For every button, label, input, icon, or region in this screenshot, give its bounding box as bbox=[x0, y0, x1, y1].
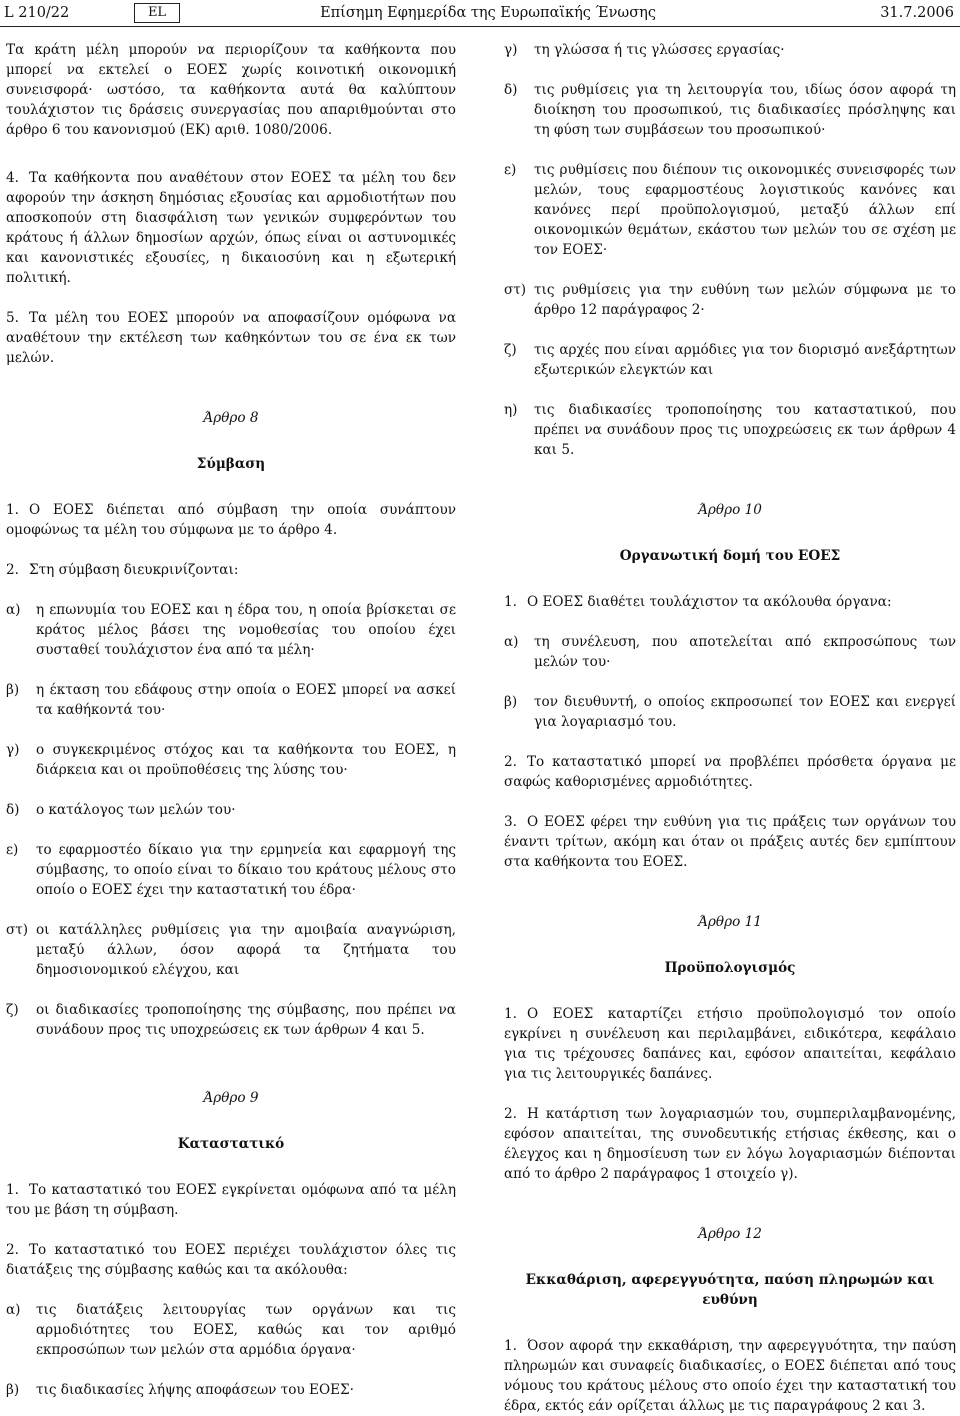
list-label: α) bbox=[504, 634, 519, 650]
list-label: δ) bbox=[504, 82, 518, 98]
list-text: τις ρυθμίσεις για τη λειτουργία του, ιδίως όσον αφορά τη διοίκηση του προσωπικού, τις διαδικασίες πρόσληψης και τη φύση των συμβάσεων του προσωπικού· bbox=[534, 82, 956, 138]
paragraph-number: 2. bbox=[6, 562, 19, 578]
paragraph-text: Τα καθήκοντα που αναθέτουν στον ΕΟΕΣ τα μέλη του δεν αφορούν την άσκηση δημόσιας εξουσίας και αρμοδιοτήτων που αποσκοπούν στη διασφάλιση των γενικών συμφερόντων του κράτους ή άλλων δημοσίων αρχών, όπως είναι οι αστυνομικές και κανονιστικές εξουσίες, η δικαιοσύνη και η εξωτερική πολιτική. bbox=[6, 170, 456, 286]
paragraph-5 bbox=[6, 308, 456, 368]
list-text: η έκταση του εδάφους στην οποία ο ΕΟΕΣ μπορεί να ασκεί τα καθήκοντά του· bbox=[36, 682, 456, 718]
list-item bbox=[6, 840, 456, 900]
list-label: β) bbox=[6, 682, 20, 698]
article-9-paragraph-2 bbox=[6, 1240, 456, 1280]
list-label: α) bbox=[6, 602, 21, 618]
paragraph-number: 2. bbox=[504, 754, 517, 770]
article-11-heading: Άρθρο 11 bbox=[698, 914, 762, 930]
article-10-paragraph-2 bbox=[504, 752, 956, 792]
paragraph-text: Ο ΕΟΕΣ καταρτίζει ετήσιο προϋπολογισμό τον οποίο εγκρίνει η συνέλευση και περιλαμβάνει, ειδικότερα, κεφάλαιο για τις τρέχουσες δαπάνες και, εφόσον απαιτείται, κεφάλαιο για τις λειτουργικές δαπάνες. bbox=[504, 1006, 956, 1082]
list-text: οι κατάλληλες ρυθμίσεις για την αμοιβαία αναγνώριση, μεταξύ άλλων, όσον αφορά τα ζητήματα του δημοσιονομικού ελέγχου, και bbox=[36, 922, 456, 978]
article-11-paragraph-1 bbox=[504, 1004, 956, 1084]
page-number: L 210/22 bbox=[4, 5, 70, 21]
list-label: ε) bbox=[504, 162, 517, 178]
list-label: α) bbox=[6, 1302, 21, 1318]
header-rule bbox=[0, 26, 960, 27]
article-10-heading: Άρθρο 10 bbox=[698, 502, 762, 518]
paragraph-text: Το καταστατικό του ΕΟΕΣ περιέχει τουλάχιστον όλες τις διατάξεις της σύμβασης καθώς και τα ακόλουθα: bbox=[6, 1242, 456, 1278]
paragraph-text: Το καταστατικό του ΕΟΕΣ εγκρίνεται ομόφωνα από τα μέλη του με βάση τη σύμβαση. bbox=[6, 1182, 456, 1218]
paragraph-text: Όσον αφορά την εκκαθάριση, την αφερεγγυότητα, την παύση πληρωμών και συναφείς διαδικασίες, ο ΕΟΕΣ διέπεται από τους νόμους του κράτους μέλους στο οποίο έχει την καταστατική του έδρα, εκτός εάν ορίζεται άλλως με τις παραγράφους 2 και 3. bbox=[504, 1338, 956, 1414]
list-text: τη γλώσσα ή τις γλώσσες εργασίας· bbox=[534, 42, 785, 58]
list-text: τον διευθυντή, ο οποίος εκπροσωπεί τον ΕΟΕΣ και ενεργεί για λογαριασμό του. bbox=[534, 694, 956, 730]
list-text: τις διατάξεις λειτουργίας των οργάνων και τις αρμοδιότητες του ΕΟΕΣ, καθώς και τον αριθμό εκπροσώπων των μελών στα αρμόδια όργανα· bbox=[36, 1302, 456, 1358]
paragraph-number: 4. bbox=[6, 170, 19, 186]
list-text: τις διαδικασίες τροποποίησης του καταστατικού, που πρέπει να συνάδουν προς τις υποχρεώσεις εκ των άρθρων 4 και 5. bbox=[534, 402, 956, 458]
list-text: ο κατάλογος των μελών του· bbox=[36, 802, 236, 818]
article-9-paragraph-1 bbox=[6, 1180, 456, 1220]
list-text: η επωνυμία του ΕΟΕΣ και η έδρα του, η οποία βρίσκεται σε κράτος μέλος βάσει της νομοθεσίας του οποίου έχει συσταθεί τουλάχιστον ένα από τα μέλη· bbox=[36, 602, 456, 658]
list-label: γ) bbox=[6, 742, 20, 758]
article-8-title: Σύμβαση bbox=[196, 456, 266, 472]
article-12-title: Εκκαθάριση, αφερεγγυότητα, παύση πληρωμών και ευθύνη bbox=[525, 1272, 935, 1308]
paragraph-text: Το καταστατικό μπορεί να προβλέπει πρόσθετα όργανα με σαφώς καθορισμένες αρμοδιότητες. bbox=[504, 754, 956, 790]
article-8-paragraph-2 bbox=[6, 560, 456, 580]
list-item bbox=[6, 1380, 456, 1400]
publication-date: 31.7.2006 bbox=[880, 5, 954, 21]
list-item bbox=[6, 920, 456, 980]
list-label: ε) bbox=[6, 842, 19, 858]
article-9-heading: Άρθρο 9 bbox=[203, 1090, 259, 1106]
article-11-paragraph-2 bbox=[504, 1104, 956, 1184]
paragraph-text: Η κατάρτιση των λογαριασμών του, συμπεριλαμβανομένης, εφόσον απαιτείται, της συνοδευτικής ετήσιας έκθεσης, και ο έλεγχος και η δημοσίευση των εν λόγω λογαριασμών διέπονται από το άρθρο 2 παράγραφος 1 στοιχείο γ). bbox=[504, 1106, 956, 1182]
paragraph-number: 1. bbox=[6, 502, 19, 518]
list-item bbox=[504, 340, 956, 380]
paragraph-4 bbox=[6, 168, 456, 288]
paragraph-number: 1. bbox=[504, 1006, 517, 1022]
list-item bbox=[504, 40, 956, 60]
left-column bbox=[6, 40, 456, 1396]
paragraph-number: 1. bbox=[504, 594, 517, 610]
article-10-paragraph-1 bbox=[504, 592, 956, 612]
article-10-title: Οργανωτική δομή του ΕΟΕΣ bbox=[619, 548, 841, 564]
list-label: στ) bbox=[6, 922, 29, 938]
list-text: τις αρχές που είναι αρμόδιες για τον διορισμό ανεξάρτητων εξωτερικών ελεγκτών και bbox=[534, 342, 956, 378]
list-item bbox=[504, 692, 956, 732]
article-11-title: Προϋπολογισμός bbox=[664, 960, 796, 976]
list-label: η) bbox=[504, 402, 518, 418]
language-code-box: EL bbox=[134, 3, 180, 23]
list-item bbox=[6, 800, 456, 820]
list-item bbox=[6, 680, 456, 720]
list-label: β) bbox=[504, 694, 518, 710]
page-header bbox=[0, 0, 960, 26]
list-item bbox=[504, 280, 956, 320]
list-item bbox=[504, 632, 956, 672]
journal-title: Επίσημη Εφημερίδα της Ευρωπαϊκής Ένωσης bbox=[320, 5, 656, 21]
article-12-paragraph-1 bbox=[504, 1336, 956, 1416]
paragraph-intro: Τα κράτη μέλη μπορούν να περιορίζουν τα καθήκοντα που μπορεί να εκτελεί ο ΕΟΕΣ χωρίς κοινοτική οικονομική συνεισφορά· ωστόσο, τα καθήκοντα αυτά θα καλύπτουν τουλάχιστον τις δράσεις συνεργασίας που απαριθμούνται στο άρθρο 6 του κανονισμού (ΕΚ) αριθ. 1080/2006. bbox=[6, 42, 456, 138]
list-text: τις ρυθμίσεις για την ευθύνη των μελών σύμφωνα με το άρθρο 12 παράγραφος 2· bbox=[534, 282, 956, 318]
list-label: δ) bbox=[6, 802, 20, 818]
article-8-heading: Άρθρο 8 bbox=[203, 410, 259, 426]
paragraph-text: Ο ΕΟΕΣ διαθέτει τουλάχιστον τα ακόλουθα όργανα: bbox=[526, 594, 892, 610]
list-label: β) bbox=[6, 1382, 20, 1398]
list-text: τη συνέλευση, που αποτελείται από εκπροσώπους των μελών του· bbox=[534, 634, 956, 670]
paragraph-text: Τα μέλη του ΕΟΕΣ μπορούν να αποφασίζουν ομόφωνα να αναθέτουν την εκτέλεση των καθηκόντων του σε ένα εκ των μελών. bbox=[6, 310, 456, 366]
article-10-paragraph-3 bbox=[504, 812, 956, 872]
paragraph-text: Ο ΕΟΕΣ φέρει την ευθύνη για τις πράξεις των οργάνων του έναντι τρίτων, ακόμη και όταν οι πράξεις αυτές δεν εμπίπτουν στα καθήκοντα του ΕΟΕΣ. bbox=[504, 814, 956, 870]
list-label: ζ) bbox=[6, 1002, 19, 1018]
list-item bbox=[504, 400, 956, 460]
paragraph-number: 2. bbox=[6, 1242, 19, 1258]
paragraph-text: Ο ΕΟΕΣ διέπεται από σύμβαση την οποία συνάπτουν ομοφώνως τα μέλη του σύμφωνα με το άρθρο 4. bbox=[6, 502, 456, 538]
article-12-heading: Άρθρο 12 bbox=[698, 1226, 762, 1242]
list-text: ο συγκεκριμένος στόχος και τα καθήκοντα του ΕΟΕΣ, η διάρκεια και οι προϋποθέσεις της λύσης του· bbox=[36, 742, 456, 778]
article-9-title: Καταστατικό bbox=[177, 1136, 285, 1152]
paragraph-number: 5. bbox=[6, 310, 19, 326]
list-text: οι διαδικασίες τροποποίησης της σύμβασης, που πρέπει να συνάδουν προς τις υποχρεώσεις εκ των άρθρων 4 και 5. bbox=[36, 1002, 456, 1038]
list-label: γ) bbox=[504, 42, 518, 58]
paragraph-number: 1. bbox=[6, 1182, 19, 1198]
paragraph-number: 1. bbox=[504, 1338, 517, 1354]
list-text: τις ρυθμίσεις που διέπουν τις οικονομικές συνεισφορές των μελών, τους εφαρμοστέους λογιστικούς κανόνες και κανόνες περί προϋπολογισμού, μεταξύ άλλων επί οικονομικών θεμάτων, εκάστου των μελών του σε σχέση με τον ΕΟΕΣ· bbox=[534, 162, 956, 258]
list-item bbox=[6, 600, 456, 660]
list-text: το εφαρμοστέο δίκαιο για την ερμηνεία και εφαρμογή της σύμβασης, το οποίο είναι το δίκαιο του κράτους μέλους στο οποίο ο ΕΟΕΣ έχει την καταστατική του έδρα· bbox=[36, 842, 456, 898]
paragraph-number: 3. bbox=[504, 814, 517, 830]
paragraph-text: Στη σύμβαση διευκρινίζονται: bbox=[28, 562, 239, 578]
list-item bbox=[6, 1000, 456, 1040]
list-text: τις διαδικασίες λήψης αποφάσεων του ΕΟΕΣ· bbox=[36, 1382, 354, 1398]
article-8-paragraph-1 bbox=[6, 500, 456, 540]
list-item bbox=[6, 740, 456, 780]
list-item bbox=[504, 160, 956, 260]
list-item bbox=[6, 1300, 456, 1360]
paragraph-number: 2. bbox=[504, 1106, 517, 1122]
right-column bbox=[504, 40, 956, 1414]
list-label: ζ) bbox=[504, 342, 517, 358]
list-item bbox=[504, 80, 956, 140]
list-label: στ) bbox=[504, 282, 527, 298]
